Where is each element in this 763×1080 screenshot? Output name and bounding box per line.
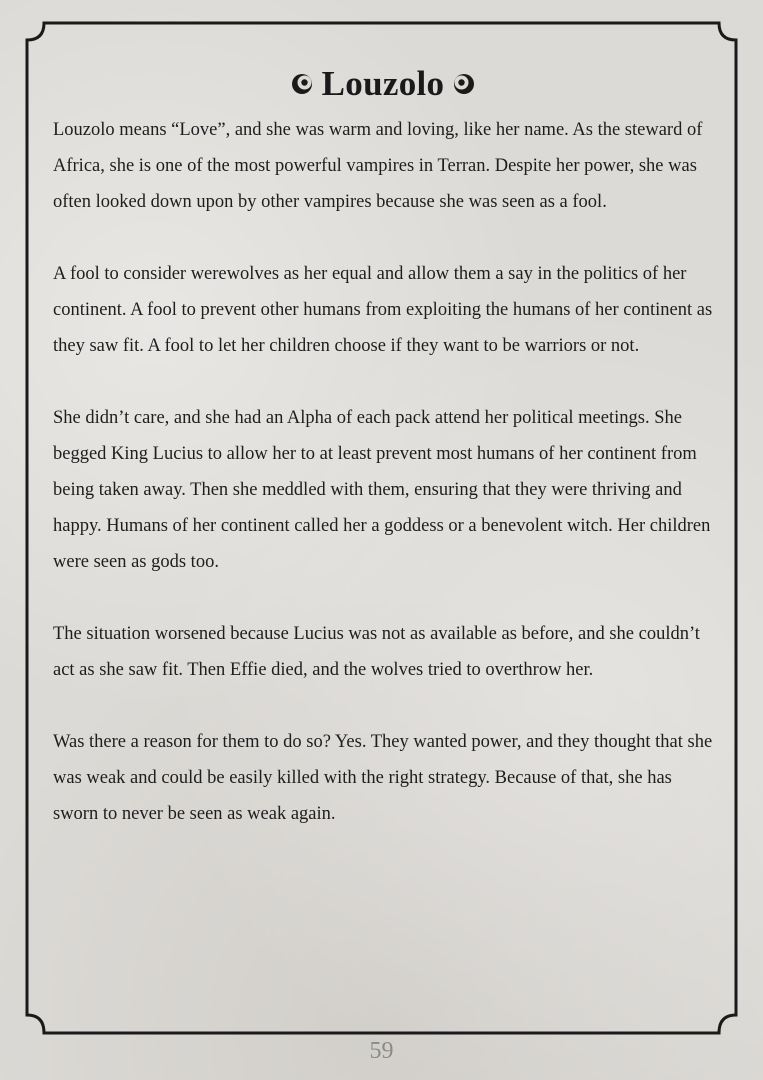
paragraph: The situation worsened because Lucius was not as available as before, and she couldn’t act as she saw fit. Then Effie died, and the wolves tried to overthrow her. [53, 624, 700, 680]
paragraph: A fool to consider werewolves as her equal and allow them a say in the politics of her continent. A fool to prevent other humans from exploiting the humans of her continent as they saw fit. A fool to let her children choose if they want to be warriors or not. [53, 264, 713, 356]
paragraph: She didn’t care, and she had an Alpha of each pack attend her political meetings. She begged King Lucius to allow her to at least prevent most humans of her continent from being taken away. Then she meddled with them, ensuring that they were thriving and happy. Humans of her continent called her a goddess or a benevolent witch. Her children were seen as gods too. [53, 408, 711, 572]
page-content [53, 62, 713, 868]
page-title: Louzolo [321, 64, 445, 103]
chapter-heading [53, 62, 713, 106]
crescent-ornament-icon [452, 72, 476, 96]
page-number: 59 [369, 1038, 394, 1064]
crescent-ornament-icon [290, 72, 314, 96]
paragraph: Louzolo means “Love”, and she was warm and loving, like her name. As the steward of Africa, she is one of the most powerful vampires in Terran. Despite her power, she was often looked down upon by other vampires because she was seen as a fool. [53, 120, 703, 212]
paragraph: Was there a reason for them to do so? Yes. They wanted power, and they thought that she was weak and could be easily killed with the right strategy. Because of that, she has sworn to never be seen as weak again. [53, 732, 713, 824]
